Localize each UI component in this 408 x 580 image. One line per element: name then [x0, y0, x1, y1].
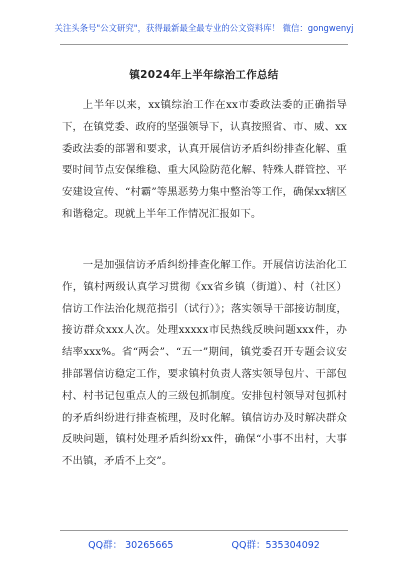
header-divider	[60, 44, 348, 45]
document-title: 镇2024年上半年综治工作总结	[129, 69, 279, 81]
footer-qq-group-1: QQ群： 30265665	[88, 540, 174, 551]
footer-divider	[60, 530, 348, 531]
header-promo: 关注头条号"公文研究"，获得最新最全最专业的公文资料库！ 微信：gongwenyj	[54, 23, 354, 33]
footer-qq-group-2: QQ群：535304092	[231, 540, 320, 551]
paragraph-petition-work: 一是加强信访矛盾纠纷排查化解工作。开展信访法治化工作，镇村两级认真学习贯彻《xx省乡镇（街道）、村（社区）信访工作法治化规范指引（试行）》；落实领导干部接访制度，接访群众xxx人次。处理xxxxx市民热线反映问题xxx件，办结率xxx%。省“两会”、“五一”期间，镇党委召开专题会议安排部署信访稳定工作，要求镇村负责人落实领导包片、干部包村、村书记包重点人的三级包抓制度。安排包村领导对包抓村的矛盾纠纷进行排查梳理，及时化解。镇信访办及时解决群众反映问题，镇村处理矛盾纠纷xx件，确保“小事不出村，大事不出镇，矛盾不上交”。	[62, 259, 347, 468]
paragraph-intro: 上半年以来，xx镇综治工作在xx市委政法委的正确指导下，在镇党委、政府的坚强领导下，认真按照省、市、威、xx委政法委的部署和要求，认真开展信访矛盾纠纷排查化解、重要时间节点安保维稳、重大风险防范化解、特殊人群管控、平安建设宣传、“村霸”等黑恶势力集中整治等工作，确保xx辖区和谐稳定。现就上半年工作情况汇报如下。	[62, 99, 348, 220]
footer	[0, 537, 408, 551]
